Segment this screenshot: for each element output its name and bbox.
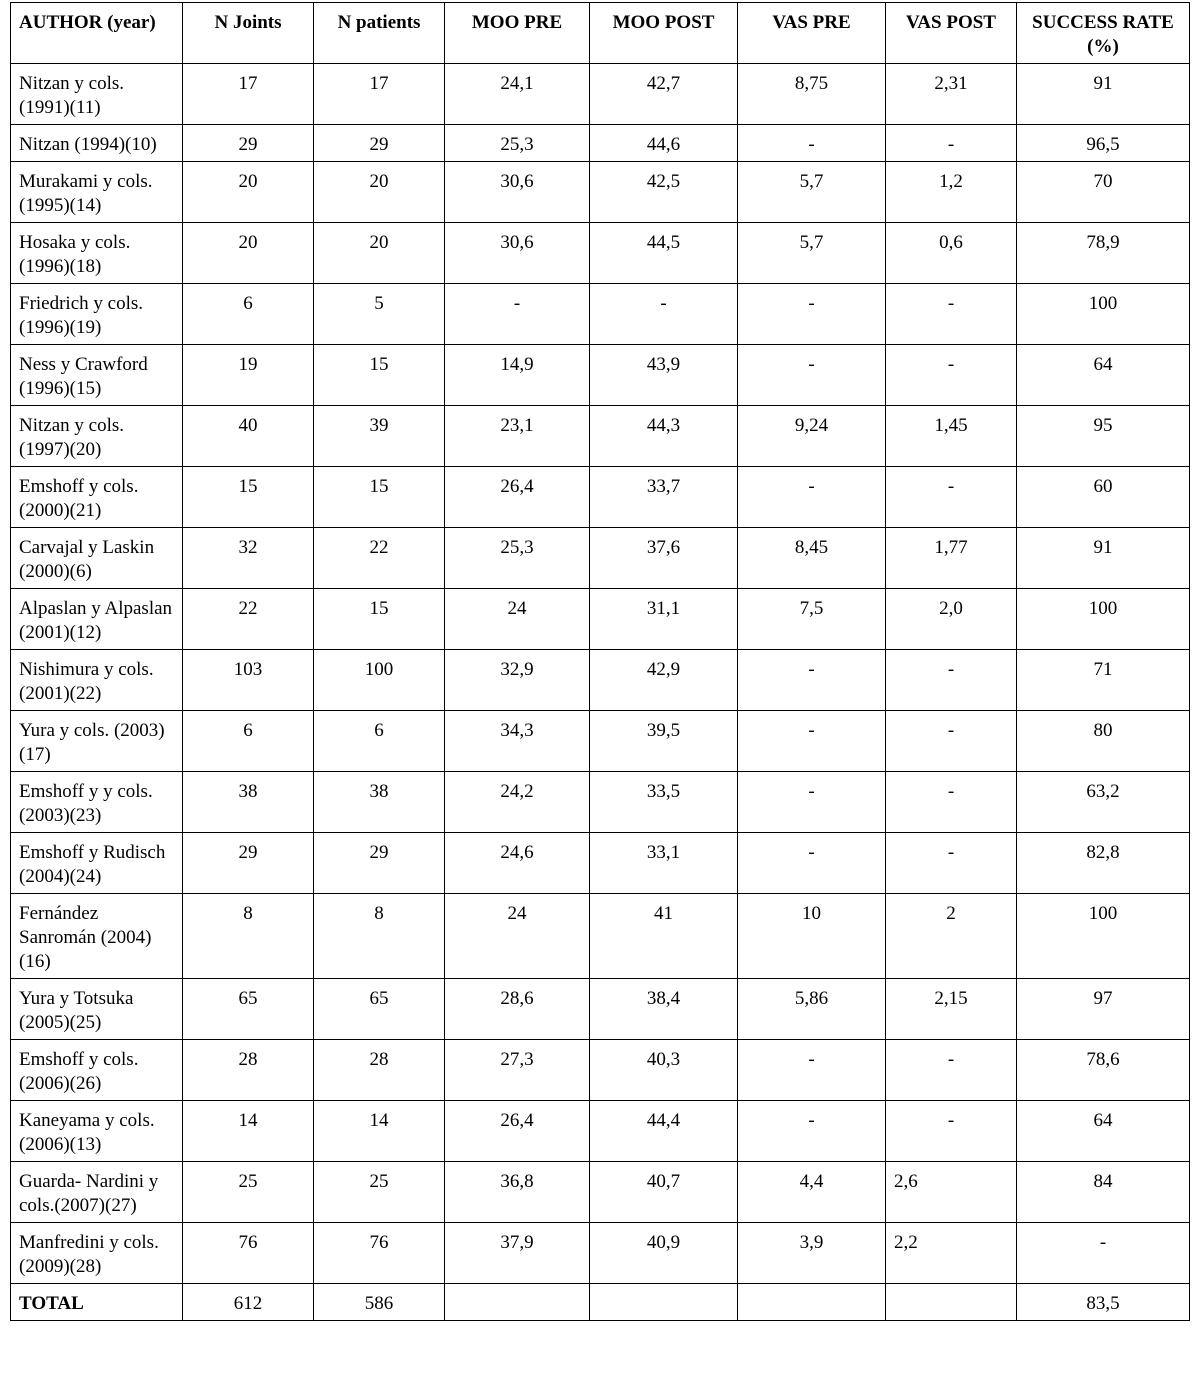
moo-post-cell: - <box>590 284 738 345</box>
author-cell: Hosaka y cols.(1996)(18) <box>11 223 183 284</box>
table-row <box>11 223 1190 284</box>
n-joints-cell: 40 <box>183 406 314 467</box>
n-patients-cell: 29 <box>314 833 445 894</box>
moo-pre-cell: 28,6 <box>445 979 590 1040</box>
vas-post-cell: 2,6 <box>886 1162 1017 1223</box>
total-moo-post-cell <box>590 1284 738 1321</box>
vas-post-cell: - <box>886 1040 1017 1101</box>
n-joints-cell: 14 <box>183 1101 314 1162</box>
n-patients-cell: 38 <box>314 772 445 833</box>
total-n-joints-cell: 612 <box>183 1284 314 1321</box>
author-cell: Yura y Totsuka (2005)(25) <box>11 979 183 1040</box>
vas-pre-cell: 5,7 <box>738 162 886 223</box>
table-row <box>11 64 1190 125</box>
success-rate-cell: 100 <box>1017 284 1190 345</box>
vas-post-cell: 1,2 <box>886 162 1017 223</box>
vas-post-cell: 2,31 <box>886 64 1017 125</box>
vas-pre-cell: - <box>738 467 886 528</box>
moo-pre-cell: 26,4 <box>445 1101 590 1162</box>
moo-post-cell: 33,5 <box>590 772 738 833</box>
table-row <box>11 125 1190 162</box>
success-rate-cell: 95 <box>1017 406 1190 467</box>
n-joints-cell: 20 <box>183 162 314 223</box>
vas-pre-cell: 8,75 <box>738 64 886 125</box>
moo-post-cell: 33,7 <box>590 467 738 528</box>
vas-pre-cell: 9,24 <box>738 406 886 467</box>
n-patients-cell: 20 <box>314 162 445 223</box>
n-joints-cell: 76 <box>183 1223 314 1284</box>
success-rate-cell: 100 <box>1017 894 1190 979</box>
table-row <box>11 162 1190 223</box>
n-patients-cell: 17 <box>314 64 445 125</box>
success-rate-cell: 60 <box>1017 467 1190 528</box>
n-joints-cell: 29 <box>183 833 314 894</box>
table-row <box>11 833 1190 894</box>
author-cell: Nitzan (1994)(10) <box>11 125 183 162</box>
moo-post-cell: 42,9 <box>590 650 738 711</box>
vas-post-cell: 2,15 <box>886 979 1017 1040</box>
table-body <box>11 64 1190 1321</box>
n-joints-cell: 28 <box>183 1040 314 1101</box>
author-cell: Emshoff y cols.(2000)(21) <box>11 467 183 528</box>
moo-pre-cell: 24 <box>445 589 590 650</box>
success-rate-cell: 78,6 <box>1017 1040 1190 1101</box>
vas-post-cell: 1,45 <box>886 406 1017 467</box>
moo-post-cell: 33,1 <box>590 833 738 894</box>
n-patients-cell: 39 <box>314 406 445 467</box>
n-joints-cell: 38 <box>183 772 314 833</box>
n-patients-header: N patients <box>314 3 445 64</box>
success-rate-cell: 80 <box>1017 711 1190 772</box>
n-joints-cell: 19 <box>183 345 314 406</box>
n-joints-cell: 6 <box>183 284 314 345</box>
moo-pre-cell: 24,6 <box>445 833 590 894</box>
vas-pre-cell: - <box>738 345 886 406</box>
author-cell: Manfredini y cols. (2009)(28) <box>11 1223 183 1284</box>
vas-pre-cell: 5,86 <box>738 979 886 1040</box>
vas-post-cell: - <box>886 650 1017 711</box>
table-header <box>11 3 1190 64</box>
moo-pre-cell: 34,3 <box>445 711 590 772</box>
n-joints-cell: 65 <box>183 979 314 1040</box>
n-joints-cell: 32 <box>183 528 314 589</box>
header-row <box>11 3 1190 64</box>
vas-pre-cell: 7,5 <box>738 589 886 650</box>
vas-post-cell: - <box>886 125 1017 162</box>
n-patients-cell: 76 <box>314 1223 445 1284</box>
vas-pre-cell: 5,7 <box>738 223 886 284</box>
moo-pre-cell: 37,9 <box>445 1223 590 1284</box>
vas-pre-cell: - <box>738 1040 886 1101</box>
success-rate-cell: 97 <box>1017 979 1190 1040</box>
table-row <box>11 467 1190 528</box>
vas-pre-cell: 10 <box>738 894 886 979</box>
vas-pre-cell: - <box>738 125 886 162</box>
vas-pre-cell: - <box>738 772 886 833</box>
success-rate-cell: 96,5 <box>1017 125 1190 162</box>
vas-pre-cell: - <box>738 833 886 894</box>
vas-post-cell: - <box>886 833 1017 894</box>
moo-post-cell: 40,7 <box>590 1162 738 1223</box>
n-patients-cell: 15 <box>314 589 445 650</box>
author-cell: Yura y cols. (2003)(17) <box>11 711 183 772</box>
n-joints-cell: 15 <box>183 467 314 528</box>
n-patients-cell: 100 <box>314 650 445 711</box>
author-cell: Emshoff y cols.(2006)(26) <box>11 1040 183 1101</box>
moo-post-cell: 37,6 <box>590 528 738 589</box>
moo-post-cell: 42,5 <box>590 162 738 223</box>
table-row <box>11 1101 1190 1162</box>
table-row <box>11 345 1190 406</box>
author-cell: Emshoff y Rudisch (2004)(24) <box>11 833 183 894</box>
results-table-container <box>10 2 1189 1321</box>
moo-pre-cell: 24 <box>445 894 590 979</box>
author-cell: Nitzan y cols.(1991)(11) <box>11 64 183 125</box>
total-row <box>11 1284 1190 1321</box>
n-joints-cell: 6 <box>183 711 314 772</box>
success-rate-cell: 78,9 <box>1017 223 1190 284</box>
vas-pre-cell: 3,9 <box>738 1223 886 1284</box>
moo-post-cell: 31,1 <box>590 589 738 650</box>
vas-pre-cell: - <box>738 650 886 711</box>
moo-pre-cell: 25,3 <box>445 125 590 162</box>
moo-post-cell: 42,7 <box>590 64 738 125</box>
moo-pre-cell: 26,4 <box>445 467 590 528</box>
author-cell: Nitzan y cols. (1997)(20) <box>11 406 183 467</box>
author-year-header: AUTHOR (year) <box>11 3 183 64</box>
vas-pre-header: VAS PRE <box>738 3 886 64</box>
n-patients-cell: 65 <box>314 979 445 1040</box>
vas-pre-cell: - <box>738 1101 886 1162</box>
n-patients-cell: 20 <box>314 223 445 284</box>
vas-pre-cell: - <box>738 284 886 345</box>
author-cell: Ness y Crawford (1996)(15) <box>11 345 183 406</box>
moo-post-cell: 43,9 <box>590 345 738 406</box>
vas-post-cell: - <box>886 1101 1017 1162</box>
moo-pre-cell: 30,6 <box>445 162 590 223</box>
vas-post-cell: 1,77 <box>886 528 1017 589</box>
table-row <box>11 711 1190 772</box>
success-rate-cell: 71 <box>1017 650 1190 711</box>
n-joints-cell: 29 <box>183 125 314 162</box>
moo-post-cell: 40,3 <box>590 1040 738 1101</box>
table-row <box>11 650 1190 711</box>
vas-pre-cell: 4,4 <box>738 1162 886 1223</box>
moo-pre-cell: 25,3 <box>445 528 590 589</box>
moo-post-header: MOO POST <box>590 3 738 64</box>
results-table <box>10 2 1190 1321</box>
moo-post-cell: 41 <box>590 894 738 979</box>
author-cell: Kaneyama y cols.(2006)(13) <box>11 1101 183 1162</box>
success-rate-cell: 64 <box>1017 345 1190 406</box>
moo-pre-cell: 32,9 <box>445 650 590 711</box>
moo-pre-cell: 30,6 <box>445 223 590 284</box>
author-cell: Carvajal y Laskin (2000)(6) <box>11 528 183 589</box>
vas-post-cell: - <box>886 711 1017 772</box>
total-success-rate-cell: 83,5 <box>1017 1284 1190 1321</box>
moo-post-cell: 44,6 <box>590 125 738 162</box>
n-patients-cell: 15 <box>314 345 445 406</box>
author-cell: Nishimura y cols.(2001)(22) <box>11 650 183 711</box>
vas-post-cell: - <box>886 467 1017 528</box>
vas-post-cell: - <box>886 284 1017 345</box>
moo-pre-cell: 23,1 <box>445 406 590 467</box>
author-cell: Emshoff y y cols.(2003)(23) <box>11 772 183 833</box>
moo-post-cell: 40,9 <box>590 1223 738 1284</box>
success-rate-cell: 100 <box>1017 589 1190 650</box>
n-patients-cell: 6 <box>314 711 445 772</box>
total-moo-pre-cell <box>445 1284 590 1321</box>
success-rate-cell: 84 <box>1017 1162 1190 1223</box>
vas-post-cell: 2 <box>886 894 1017 979</box>
table-row <box>11 528 1190 589</box>
table-row <box>11 589 1190 650</box>
success-rate-cell: 64 <box>1017 1101 1190 1162</box>
n-patients-cell: 5 <box>314 284 445 345</box>
n-joints-cell: 17 <box>183 64 314 125</box>
moo-pre-cell: - <box>445 284 590 345</box>
n-patients-cell: 28 <box>314 1040 445 1101</box>
success-rate-cell: 82,8 <box>1017 833 1190 894</box>
n-joints-cell: 20 <box>183 223 314 284</box>
vas-post-cell: 0,6 <box>886 223 1017 284</box>
table-row <box>11 894 1190 979</box>
author-cell: Friedrich y cols.(1996)(19) <box>11 284 183 345</box>
total-vas-pre-cell <box>738 1284 886 1321</box>
table-row <box>11 1223 1190 1284</box>
n-joints-cell: 25 <box>183 1162 314 1223</box>
table-row <box>11 1162 1190 1223</box>
vas-post-header: VAS POST <box>886 3 1017 64</box>
n-patients-cell: 29 <box>314 125 445 162</box>
vas-post-cell: - <box>886 772 1017 833</box>
success-rate-cell: - <box>1017 1223 1190 1284</box>
vas-post-cell: 2,2 <box>886 1223 1017 1284</box>
total-label: TOTAL <box>11 1284 183 1321</box>
moo-pre-cell: 14,9 <box>445 345 590 406</box>
n-patients-cell: 14 <box>314 1101 445 1162</box>
vas-post-cell: - <box>886 345 1017 406</box>
vas-pre-cell: 8,45 <box>738 528 886 589</box>
vas-pre-cell: - <box>738 711 886 772</box>
success-rate-cell: 91 <box>1017 64 1190 125</box>
table-row <box>11 406 1190 467</box>
author-cell: Guarda- Nardini y cols.(2007)(27) <box>11 1162 183 1223</box>
success-rate-header: SUCCESS RATE (%) <box>1017 3 1190 64</box>
moo-post-cell: 44,5 <box>590 223 738 284</box>
table-row <box>11 772 1190 833</box>
moo-pre-cell: 27,3 <box>445 1040 590 1101</box>
author-cell: Murakami y cols.(1995)(14) <box>11 162 183 223</box>
moo-pre-cell: 24,2 <box>445 772 590 833</box>
n-joints-cell: 103 <box>183 650 314 711</box>
n-joints-header: N Joints <box>183 3 314 64</box>
success-rate-cell: 91 <box>1017 528 1190 589</box>
table-row <box>11 1040 1190 1101</box>
moo-pre-header: MOO PRE <box>445 3 590 64</box>
table-row <box>11 979 1190 1040</box>
moo-pre-cell: 36,8 <box>445 1162 590 1223</box>
table-row <box>11 284 1190 345</box>
moo-post-cell: 44,3 <box>590 406 738 467</box>
author-cell: Alpaslan y Alpaslan (2001)(12) <box>11 589 183 650</box>
moo-pre-cell: 24,1 <box>445 64 590 125</box>
n-patients-cell: 8 <box>314 894 445 979</box>
success-rate-cell: 63,2 <box>1017 772 1190 833</box>
total-vas-post-cell <box>886 1284 1017 1321</box>
n-patients-cell: 25 <box>314 1162 445 1223</box>
total-n-patients-cell: 586 <box>314 1284 445 1321</box>
moo-post-cell: 44,4 <box>590 1101 738 1162</box>
n-patients-cell: 15 <box>314 467 445 528</box>
n-patients-cell: 22 <box>314 528 445 589</box>
author-cell: Fernández Sanromán (2004)(16) <box>11 894 183 979</box>
vas-post-cell: 2,0 <box>886 589 1017 650</box>
moo-post-cell: 39,5 <box>590 711 738 772</box>
moo-post-cell: 38,4 <box>590 979 738 1040</box>
n-joints-cell: 8 <box>183 894 314 979</box>
n-joints-cell: 22 <box>183 589 314 650</box>
success-rate-cell: 70 <box>1017 162 1190 223</box>
